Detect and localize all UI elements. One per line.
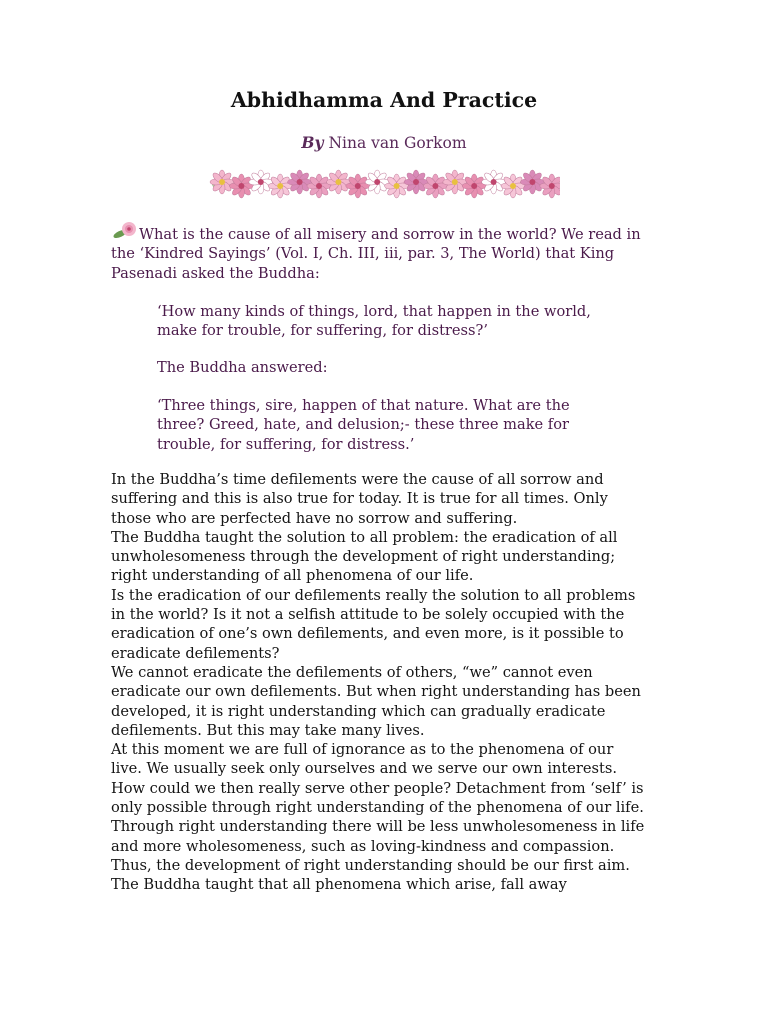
text-line: At this moment we are full of ignorance as to the phenomena of our — [111, 741, 614, 759]
quote-question — [157, 302, 591, 341]
text-line: only possible through right understanding of the phenomena of our life. — [111, 799, 644, 817]
quote-answer — [157, 396, 570, 454]
body-text — [111, 470, 644, 895]
flower-border-icon — [208, 168, 560, 200]
text-line: developed, it is right understanding which can gradually eradicate — [111, 702, 606, 720]
text-line: Through right understanding there will be less unwholesomeness in life — [111, 818, 645, 836]
text-line: We cannot eradicate the defilements of others, “we” cannot even — [111, 663, 593, 681]
text-line: The Buddha answered: — [157, 359, 328, 376]
text-line: Pasenadi asked the Buddha: — [111, 264, 320, 282]
text-line: three? Greed, hate, and delusion;- these three make for — [157, 416, 569, 434]
byline — [0, 133, 768, 152]
text-line: Is the eradication of our defilements really the solution to all problems — [111, 586, 636, 604]
text-line: What is the cause of all misery and sorrow in the world? We read in — [139, 226, 641, 243]
page-title: Abhidhamma And Practice — [230, 88, 538, 112]
text-line: How could we then really serve other people? Detachment from ‘self’ is — [111, 779, 644, 797]
text-line: suffering and this is also true for today. It is true for all times. Only — [111, 490, 608, 508]
author-name: Nina van Gorkom — [328, 134, 467, 152]
intro-paragraph — [111, 225, 641, 283]
text-line: trouble, for suffering, for distress.’ — [157, 435, 415, 453]
text-line: the ‘Kindred Sayings’ (Vol. I, Ch. III, iii, par. 3, The World) that King — [111, 245, 615, 263]
text-line: ‘How many kinds of things, lord, that happen in the world, — [157, 303, 591, 320]
text-line: ‘Three things, sire, happen of that nature. What are the — [157, 397, 570, 414]
text-line: defilements. But this may take many lives. — [111, 721, 425, 739]
text-line: live. We usually seek only ourselves and we serve our own interests. — [111, 760, 617, 778]
byline-prefix: By — [301, 133, 324, 152]
text-line: The Buddha taught the solution to all problem: the eradication of all — [111, 528, 618, 546]
text-line: The Buddha taught that all phenomena which arise, fall away — [111, 876, 567, 894]
text-line: eradicate our own defilements. But when right understanding has been — [111, 683, 641, 701]
text-line: eradication of one’s own defilements, and even more, is it possible to — [111, 625, 624, 643]
text-line: in the world? Is it not a selfish attitude to be solely occupied with the — [111, 606, 625, 624]
text-line: unwholesomeness through the development of right understanding; — [111, 548, 616, 566]
text-line: and more wholesomeness, such as loving-kindness and compassion. — [111, 837, 615, 855]
answer-intro — [157, 358, 328, 377]
text-line: Thus, the development of right understanding should be our first aim. — [111, 856, 630, 874]
text-line: right understanding of all phenomena of our life. — [111, 567, 474, 585]
text-line: make for trouble, for suffering, for distress?’ — [157, 322, 488, 340]
text-line: those who are perfected have no sorrow and suffering. — [111, 509, 518, 527]
text-line: eradicate defilements? — [111, 644, 280, 662]
text-line: In the Buddha’s time defilements were the cause of all sorrow and — [111, 471, 604, 488]
